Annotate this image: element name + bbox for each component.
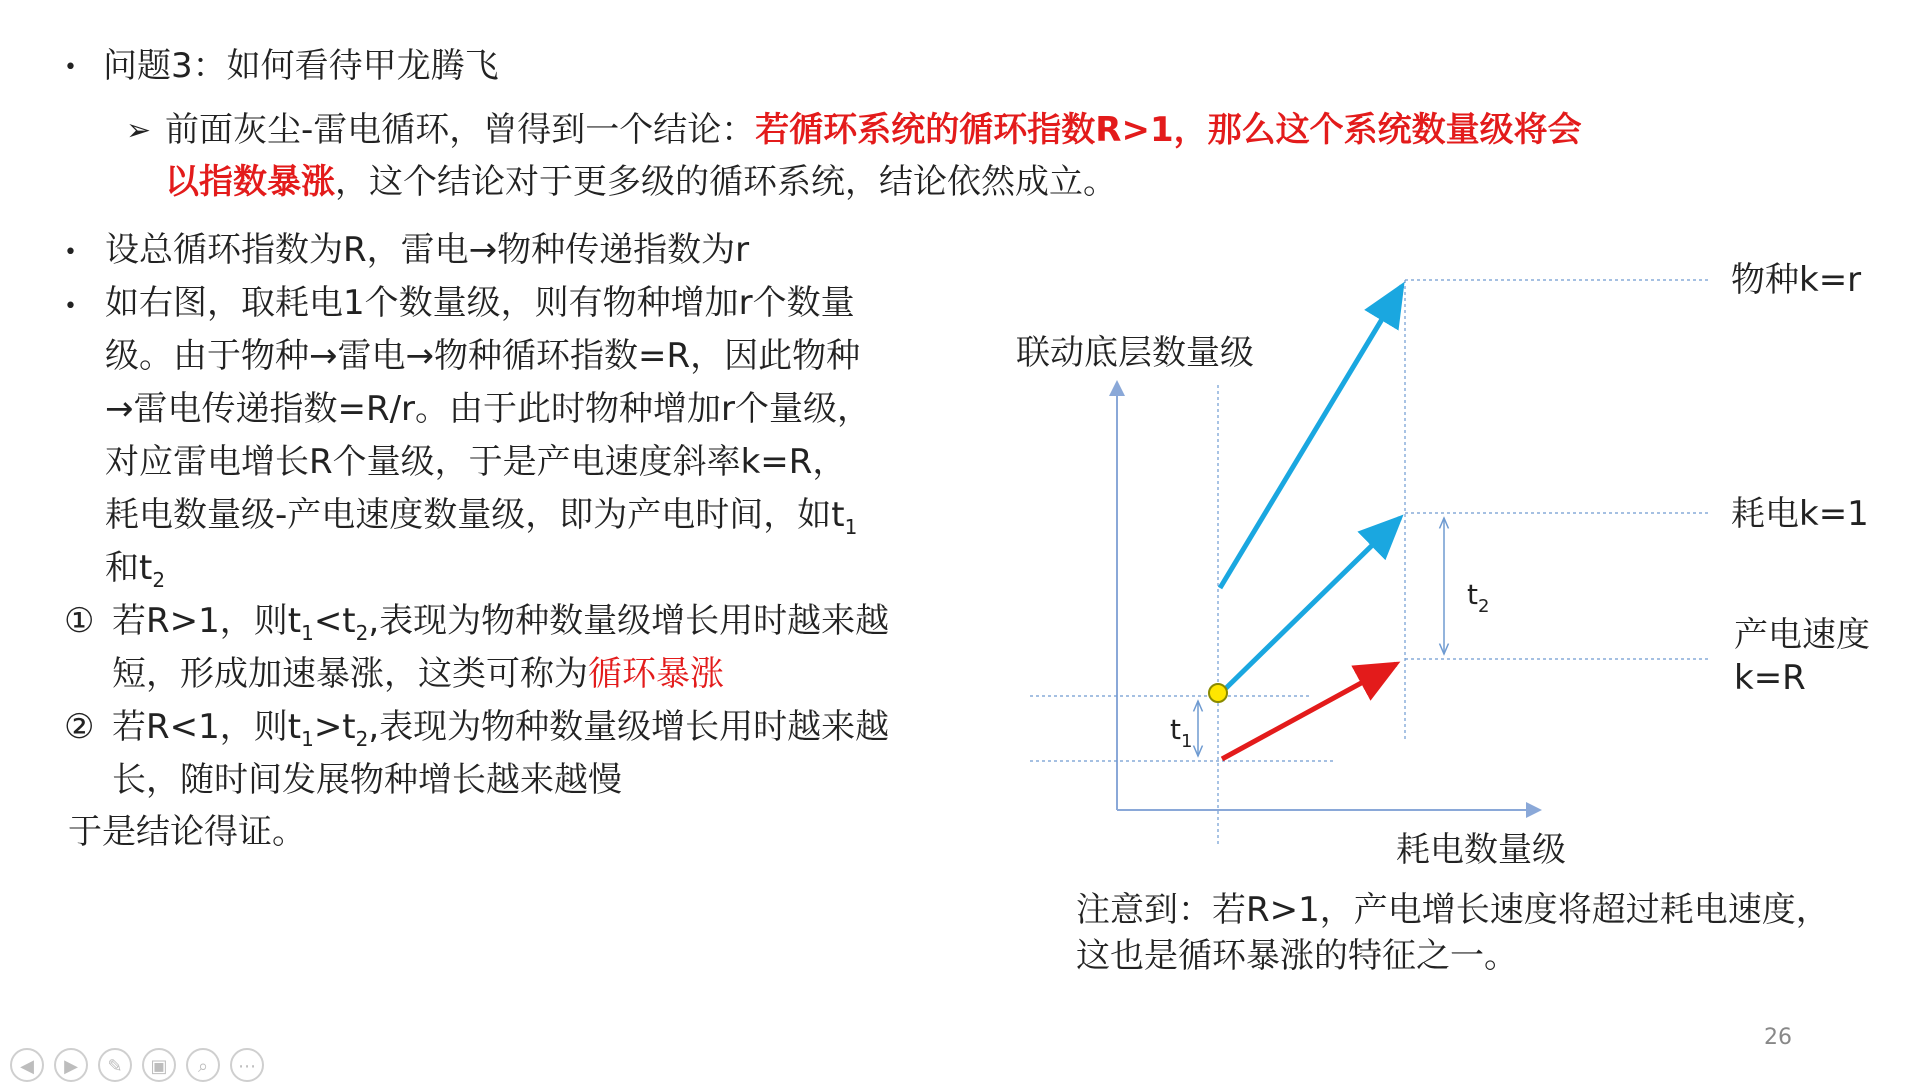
cycle-surge-term: 循环暴涨 — [588, 654, 724, 694]
t2-label: $t_2$ — [1467, 578, 1490, 617]
case-2-line-2: 长，随时间发展物种增长越来越慢 — [112, 760, 622, 800]
bullet-2-line-4: 对应雷电增长R个量级，于是产电速度斜率k=R， — [105, 442, 847, 482]
page-number: 26 — [1764, 1025, 1792, 1050]
zoom-icon[interactable]: ⌕ — [186, 1048, 220, 1082]
slides-icon[interactable]: ▣ — [142, 1048, 176, 1082]
pen-icon[interactable]: ✎ — [98, 1048, 132, 1082]
bullet-1: 设总循环指数为R，雷电→物种传递指数为r — [105, 230, 750, 270]
bullet-2-line-6: 和$t_2$ — [105, 548, 166, 592]
arrow-bullet-icon: ➢ — [126, 113, 152, 148]
bullet-2-line-3: →雷电传递指数=R/r。由于此时物种增加r个量级， — [105, 389, 872, 429]
case-2-line-1: 若R<1，则$t_1>t_2$,表现为物种数量级增长用时越来越 — [112, 707, 890, 751]
species-line-label: 物种k=r — [1731, 260, 1862, 300]
bullet-2-line-5: 耗电数量级-产电速度数量级，即为产电时间，如$t_1$ — [105, 495, 858, 539]
question-heading: 问题3：如何看待甲龙腾飞 — [103, 46, 499, 86]
note-line-2: 这也是循环暴涨的特征之一。 — [1076, 936, 1518, 976]
production-line-label-1: 产电速度 — [1734, 615, 1870, 655]
bullet-2-line-2: 级。由于物种→雷电→物种循环指数=R，因此物种 — [105, 336, 861, 376]
case-1-line-1: 若R>1，则$t_1<t_2$,表现为物种数量级增长用时越来越 — [112, 601, 890, 645]
circled-one-icon: ① — [64, 601, 95, 641]
conclusion: 于是结论得证。 — [68, 812, 306, 852]
bullet-2-line-1: 如右图，取耗电1个数量级，则有物种增加r个数量 — [105, 283, 855, 323]
more-icon[interactable]: ⋯ — [230, 1048, 264, 1082]
note-line-1: 注意到：若R>1，产电增长速度将超过耗电速度， — [1076, 890, 1830, 930]
intro-red-1: 若循环系统的循环指数R>1，那么这个系统数量级将会 — [755, 110, 1582, 150]
y-axis-label: 联动底层数量级 — [1016, 333, 1254, 373]
circled-two-icon: ② — [64, 707, 95, 747]
bullet-dot: • — [64, 240, 77, 265]
start-point-marker — [1209, 684, 1227, 702]
intro-post: ，这个结论对于更多级的循环系统，结论依然成立。 — [335, 162, 1117, 202]
production-line-label-2: k=R — [1734, 658, 1806, 698]
next-icon[interactable]: ▶ — [54, 1048, 88, 1082]
x-axis-label: 耗电数量级 — [1396, 830, 1566, 870]
intro-pre: 前面灰尘-雷电循环，曾得到一个结论： — [165, 110, 756, 150]
production-arrow — [1222, 664, 1396, 759]
intro-red-2: 以指数暴涨 — [165, 162, 335, 202]
bullet-dot: • — [64, 294, 77, 319]
bullet-dot: • — [64, 55, 77, 80]
case-1-line-2: 短，形成加速暴涨，这类可称为循环暴涨 — [112, 654, 724, 694]
prev-icon[interactable]: ◀ — [10, 1048, 44, 1082]
consumption-line-label: 耗电k=1 — [1731, 494, 1869, 534]
t1-label: $t_1$ — [1170, 713, 1193, 752]
